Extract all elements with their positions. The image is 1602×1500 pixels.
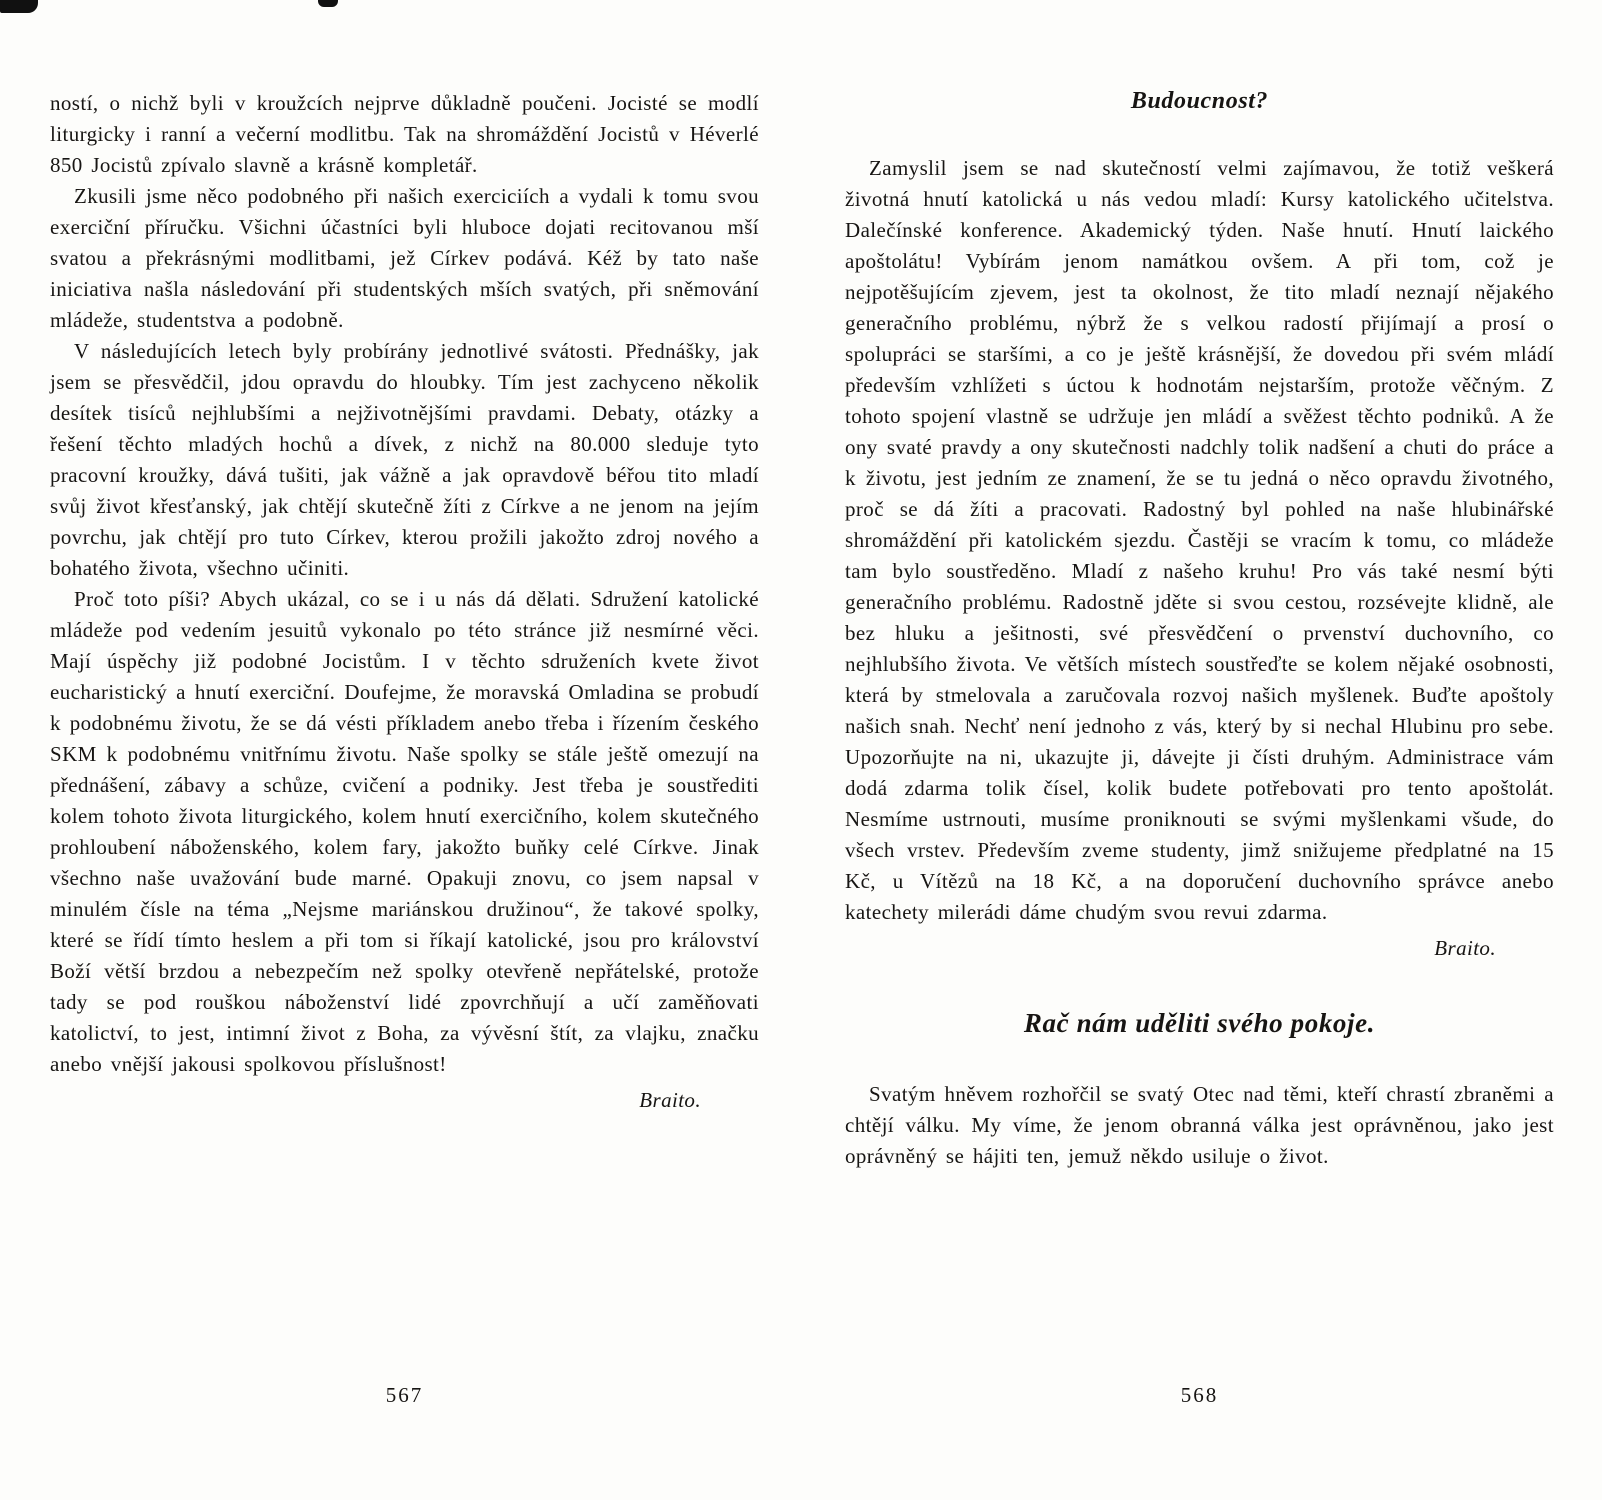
author-signature: Braito. xyxy=(639,1088,701,1112)
scan-artifact xyxy=(0,0,38,13)
page-number-right: 568 xyxy=(1180,1383,1219,1407)
page-left xyxy=(50,88,759,1500)
page-left-body xyxy=(50,88,759,1116)
scan-artifact xyxy=(318,0,338,7)
paragraph: V následujících letech byly probírány jednotlivé svátosti. Přednášky, jak jsem se přesvědčil, jdou opravdu do hloubky. Tím jest zachyceno několik desítek tisíců nejhlubšími a nejživotnějšími pravdami. Debaty, otázky a řešení těchto mladých hochů a dívek, z nichž na 80.000 sleduje tyto pracovní kroužky, dává tušiti, jak vážně a jak opravdově béřou tito mladí svůj život křesťanský, jak chtějí skutečně žíti z Církve a ne jenom na jejím povrchu, jak chtějí pro tuto Církev, kterou prožili jakožto zdroj nového a bohatého života, všechno učiniti. xyxy=(50,339,759,580)
page-right xyxy=(845,88,1554,1500)
paragraph: ností, o nichž byli v kroužcích nejprve důkladně poučeni. Jocisté se modlí liturgicky i ranní a večerní modlitbu. Tak na shromáždění Jocistů v Héverlé 850 Jocistů zpívalo slavně a krásně kompletář. xyxy=(50,91,759,177)
page-number-left: 567 xyxy=(385,1383,424,1407)
paragraph: Zamyslil jsem se nad skutečností velmi zajímavou, že totiž veškerá životná hnutí katolická u nás vedou mladí: Kursy katolického učitelstva. Dalečínské konference. Akademický týden. Naše hnutí. Hnutí laického apoštolátu! Vybírám jenom namátkou ovšem. A při tom, což je nejpotěšujícím zjevem, jest ta okolnost, že tito mladí neznají nějakého generačního problému, nýbrž že s velkou radostí přijímají a prosí o spolupráci se staršími, a co je ještě krásnější, že dovedou při svém mládí především vzhlížeti s úctou k hodnotám nejstarším, protože věčným. Z tohoto spojení vlastně se udržuje jen mládí a svěžest těchto podniků. A že ony svaté pravdy a ony skutečnosti nadchly tolik nadšení a chuti do práce a k životu, jest jedním ze znamení, že se tu jedná o něco opravdu životného, proč se dá žíti a pracovati. Radostný byl pohled na naše hlubinářské shromáždění při katolickém sjezdu. Častěji se vracím k tomu, co mládeže tam bylo soustředěno. Mladí z našeho kruhu! Pro vás také nesmí býti generačního problému. Radostně jděte si svou cestou, rozsévejte klidně, ale bez hluku a ješitnosti, své přesvědčení o prvenství duchovního, co nejhlubšího života. Ve větších místech soustřeďte se kolem nějaké osobnosti, která by stmelovala a zaručovala rozvoj našich myšlenek. Buďte apoštoly našich snah. Nechť není jednoho z vás, který by si nechal Hlubinu pro sebe. Upozorňujte na ni, ukazujte ji, dávejte ji čísti druhým. Administrace vám dodá zdarma tolik čísel, kolik budete potřebovati pro tento apoštolát. Nesmíme ustrnouti, musíme proniknouti se svými myšlenkami všude, do všech vrstev. Především zveme studenty, jimž snižujeme předplatné na 15 Kč, u Vítězů na 18 Kč, a na doporučení duchovního správce anebo katechety milerádi dáme chudým svou revui zdarma. xyxy=(845,156,1554,924)
paragraph: Proč toto píši? Abych ukázal, co se i u nás dá dělati. Sdružení katolické mládeže pod vedením jesuitů vykonalo po této stránce již nesmírné věci. Mají úspěchy již podobné Jocistům. I v těchto sdruženích kvete život eucharistický a hnutí exerciční. Doufejme, že moravská Omladina se probudí k podobnému životu, že se dá vésti příkladem anebo třeba i řízením českého SKM k podobnému vnitřnímu životu. Naše spolky se stále ještě omezují na přednášení, zábavy a schůze, cvičení a podniky. Jest třeba je soustřediti kolem tohoto života liturgického, kolem hnutí exercičního, kolem skutečného prohloubení náboženského, kolem fary, jakožto buňky celé Církve. Jinak všechno naše uvažování bude marné. Opakuji znovu, co jsem napsal v minulém čísle na téma „Nejsme mariánskou družinou“, že takové spolky, které se řídí tímto heslem a při tom si říkají katolické, jsou pro království Boží větší brzdou a nebezpečím než spolky otevřeně nepřátelské, protože tady se pod rouškou náboženství lidé zpovrchňují a učí zaměňovati katolictví, to jest, intimní život z Boha, za vývěsní štít, za vlajku, značku anebo vnější jakousi spolkovou příslušnost! xyxy=(50,587,759,1076)
page-right-body xyxy=(845,88,1554,1172)
section-heading-budoucnost: Budoucnost? xyxy=(1130,88,1269,114)
paragraph: Svatým hněvem rozhořčil se svatý Otec nad těmi, kteří chrastí zbraněmi a chtějí válku. My víme, že jenom obranná válka jest oprávněnou, jako jest oprávněný se hájiti ten, jemuž někdo usiluje o život. xyxy=(845,1082,1554,1168)
author-signature: Braito. xyxy=(1434,936,1496,960)
paragraph: Zkusili jsme něco podobného při našich exerciciích a vydali k tomu svou exerciční příručku. Všichni účastníci byli hluboce dojati recitovanou mší svatou a překrásnými modlitbami, jež Církev podává. Kéž by tato naše iniciativa našla následování při studentských mších svatých, při sněmování mládeže, studentstva a podobně. xyxy=(50,184,759,332)
section-heading-rac-nam: Rač nám uděliti svého pokoje. xyxy=(1023,1008,1376,1038)
